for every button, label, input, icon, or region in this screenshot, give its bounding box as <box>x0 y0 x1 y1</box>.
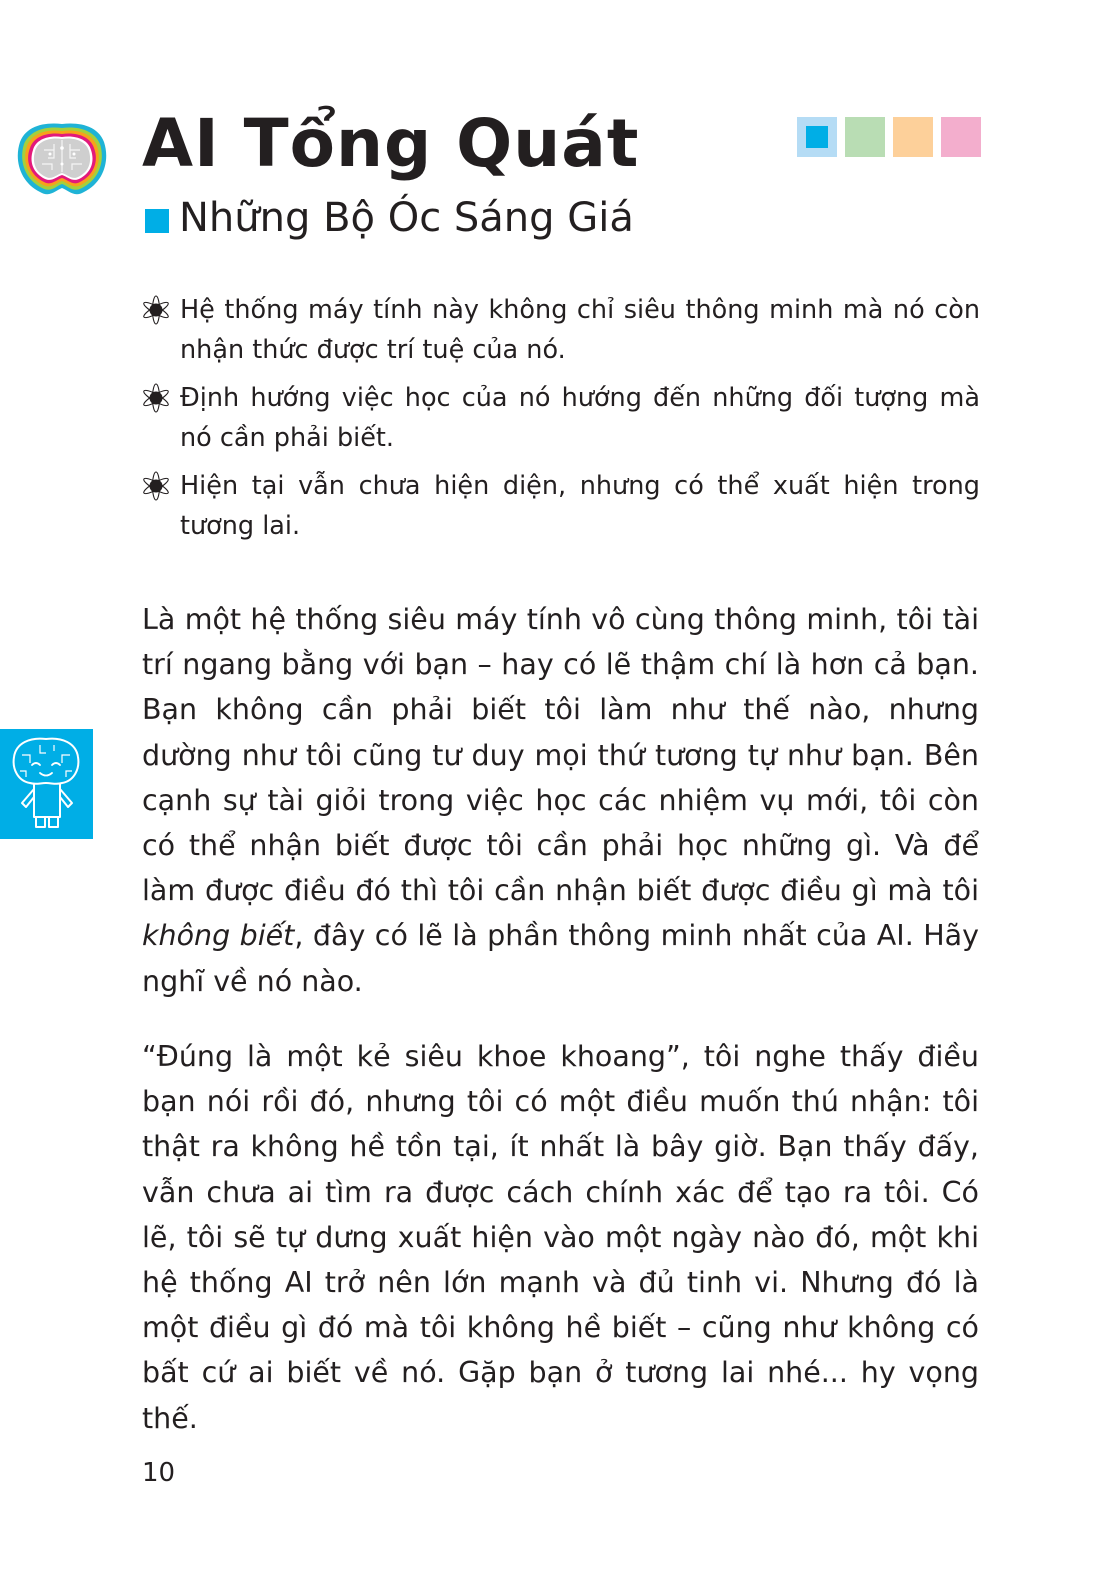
p1-text-after: , đây có lẽ là phần thông minh nhất của AI. Hãy nghĩ về nó nào. <box>142 919 980 998</box>
atom-star-icon <box>140 382 172 414</box>
atom-star-icon <box>140 470 172 502</box>
bullet-text: Hiện tại vẫn chưa hiện diện, nhưng có thể xuất hiện trong tương lai. <box>180 471 980 541</box>
swatch-orange <box>893 117 933 157</box>
atom-star-icon <box>140 294 172 326</box>
swatch-blue <box>797 117 837 157</box>
color-swatches <box>797 117 981 157</box>
swatch-blue-inner <box>806 126 828 148</box>
swatch-pink <box>941 117 981 157</box>
page-title: AI Tổng Quát <box>142 105 640 182</box>
subtitle-square-icon <box>145 209 169 233</box>
swatch-green <box>845 117 885 157</box>
p1-text-before: Là một hệ thống siêu máy tính vô cùng thông minh, tôi tài trí ngang bằng với bạn – hay có lẽ thậm chí là hơn cả bạn. Bạn không cần phải biết tôi làm như thế nào, nhưng dường như tôi cũng tư duy mọi thứ tương tự như bạn. Bên cạnh sự tài giỏi trong việc học các nhiệm vụ mới, tôi còn có thể nhận biết được tôi cần phải học những gì. Và để làm được điều đó thì tôi cần nhận biết được điều gì mà tôi <box>142 603 979 908</box>
bullet-item <box>140 466 980 546</box>
bullet-item <box>140 290 980 370</box>
rainbow-brain-icon <box>14 120 110 200</box>
page-number: 10 <box>142 1458 176 1488</box>
subtitle-text: Những Bộ Óc Sáng Giá <box>179 195 634 241</box>
bullet-item <box>140 378 980 458</box>
bullet-text: Định hướng việc học của nó hướng đến những đối tượng mà nó cần phải biết. <box>180 383 980 453</box>
bullet-list <box>140 290 980 554</box>
p1-italic-text: không biết <box>142 919 295 953</box>
body-paragraph-1 <box>142 597 979 1004</box>
bullet-text: Hệ thống máy tính này không chỉ siêu thông minh mà nó còn nhận thức được trí tuệ của nó. <box>180 295 980 365</box>
side-tab <box>0 729 93 839</box>
body-paragraph-2: “Đúng là một kẻ siêu khoe khoang”, tôi nghe thấy điều bạn nói rồi đó, nhưng tôi có một điều muốn thú nhận: tôi thật ra không hề tồn tại, ít nhất là bây giờ. Bạn thấy đấy, vẫn chưa ai tìm ra được cách chính xác để tạo ra tôi. Có lẽ, tôi sẽ tự dưng xuất hiện vào một ngày nào đó, một khi hệ thống AI trở nên lớn mạnh và đủ tinh vi. Nhưng đó là một điều gì đó mà tôi không hề biết – cũng như không có bất cứ ai biết về nó. Gặp bạn ở tương lai nhé... hy vọng thế. <box>142 1040 979 1435</box>
page-subtitle <box>145 190 634 246</box>
brain-robot-icon <box>0 729 93 839</box>
